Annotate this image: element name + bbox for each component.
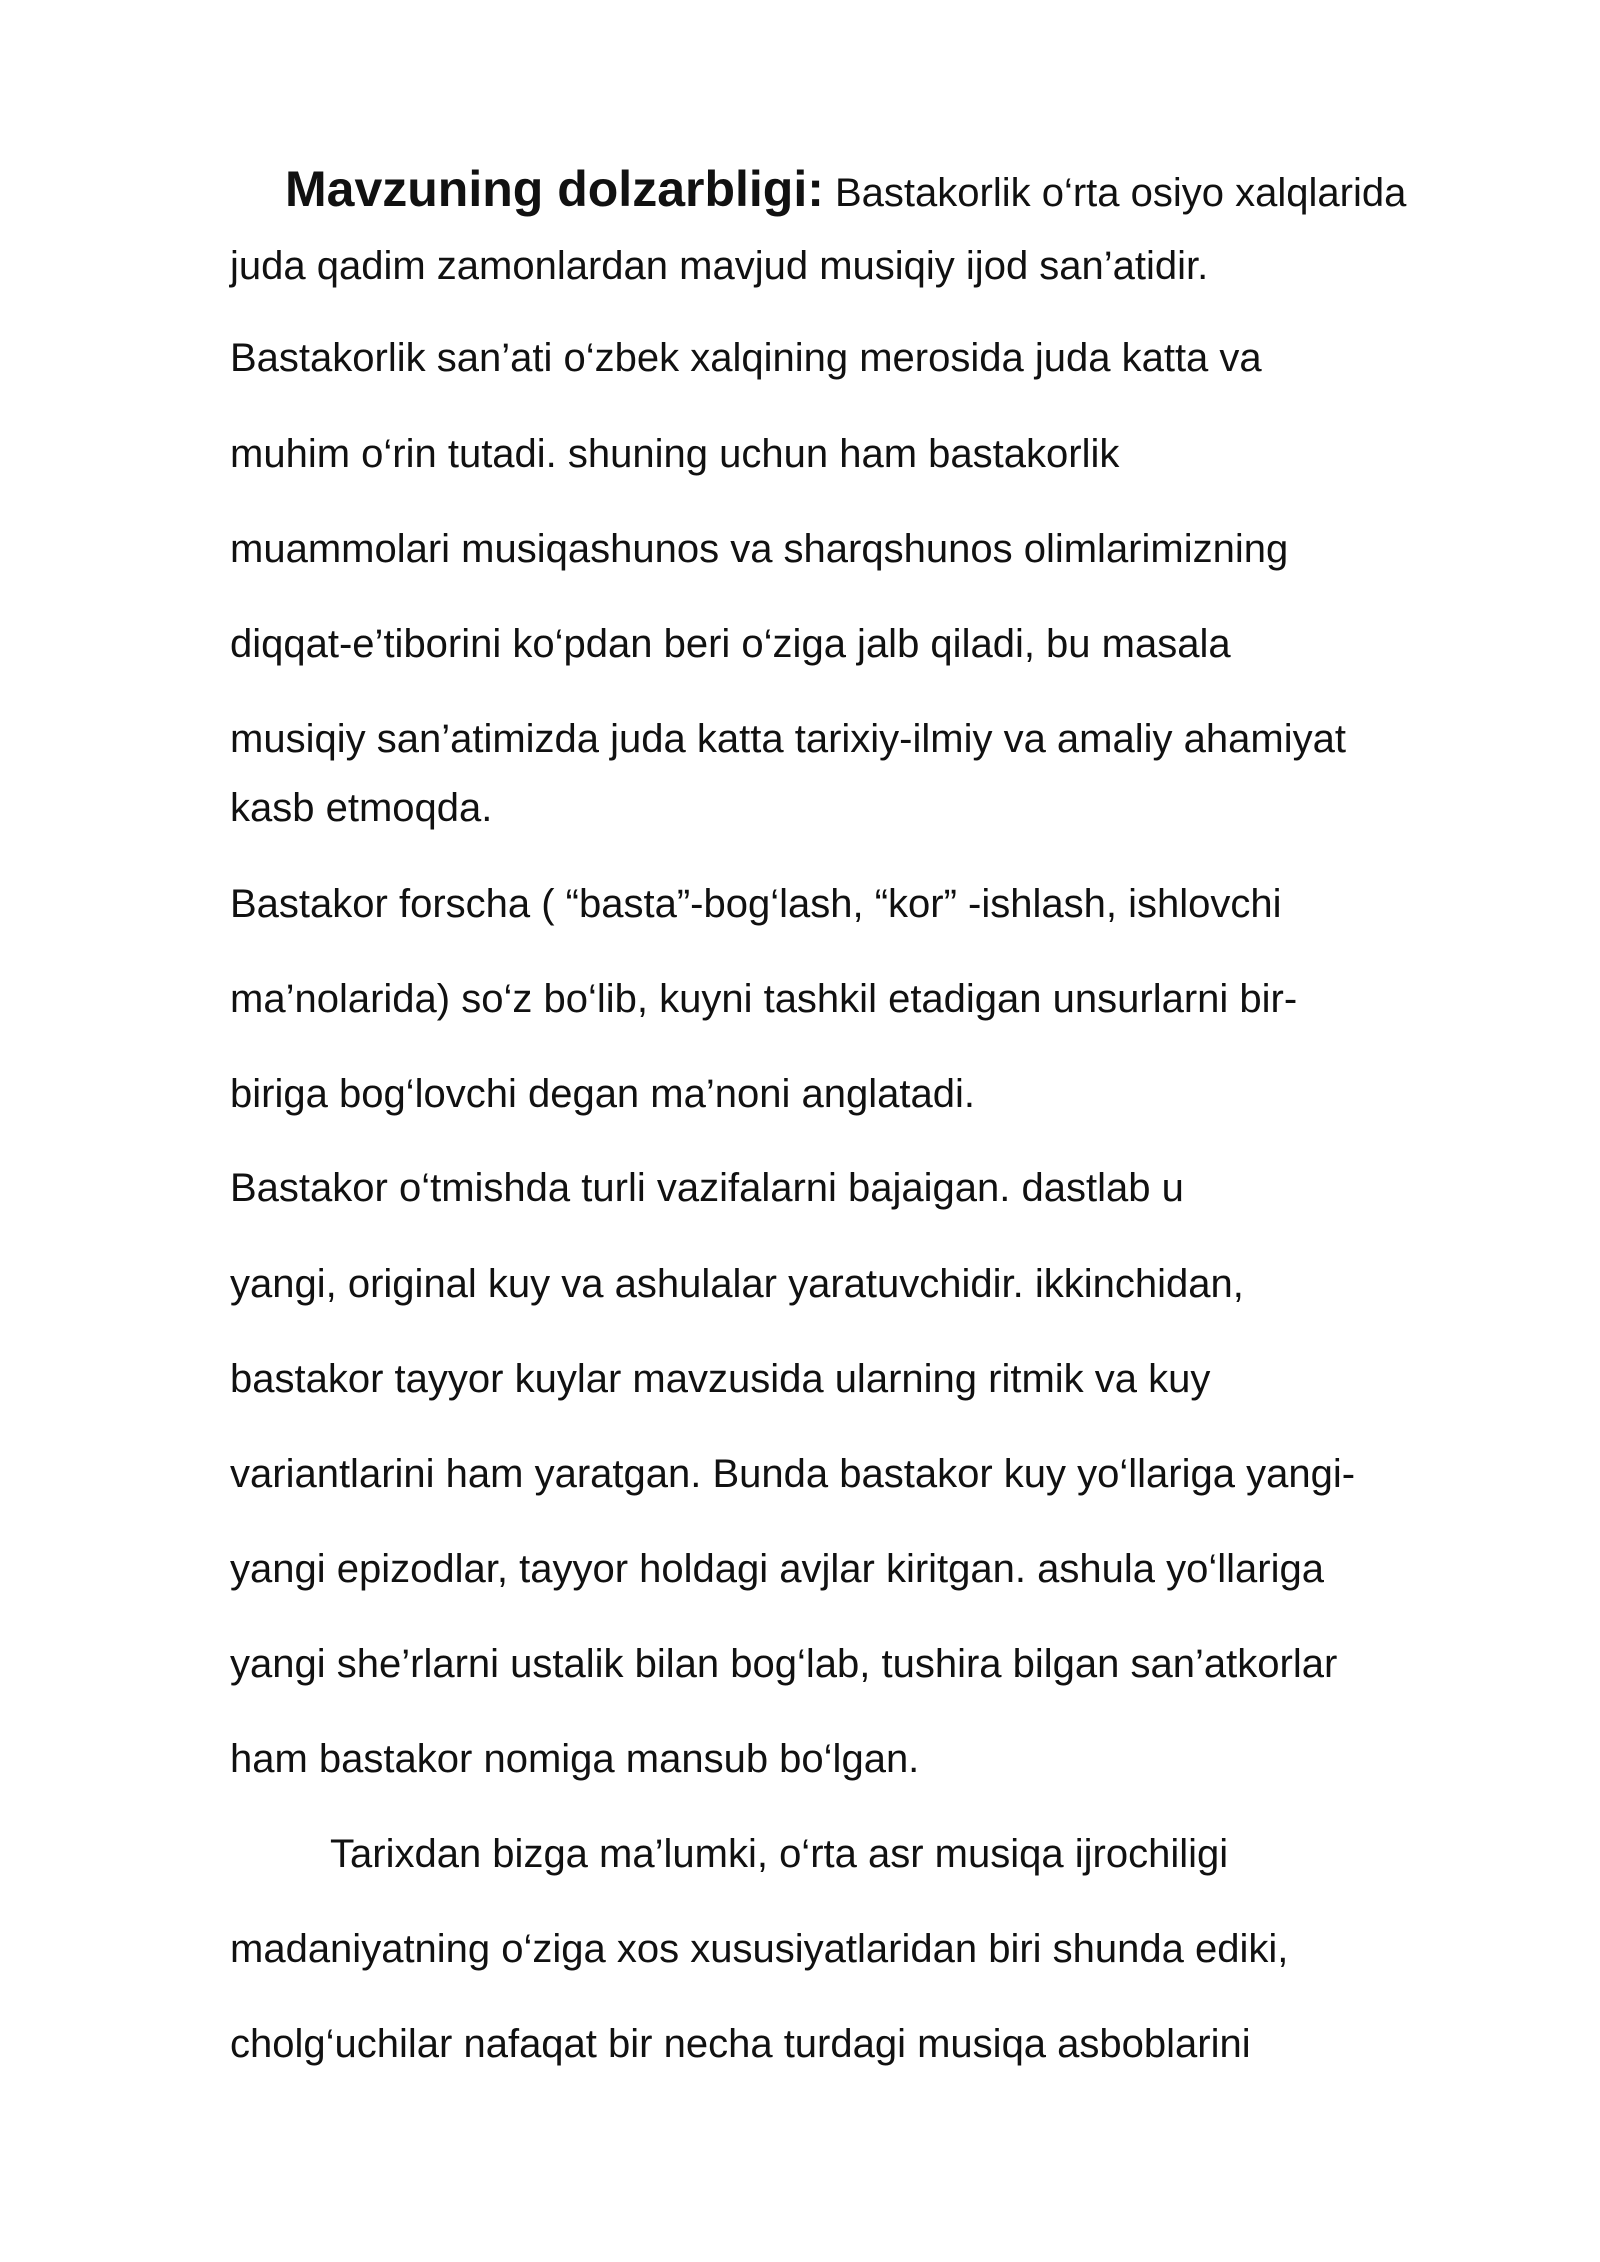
- body-text-line: madaniyatning o‘ziga xos xususiyatlaridan biri shunda ediki,: [230, 1927, 1289, 1971]
- body-text-line: yangi epizodlar, tayyor holdagi avjlar kiritgan. ashula yo‘llariga: [230, 1547, 1324, 1591]
- body-text-line: yangi she’rlarni ustalik bilan bog‘lab, tushira bilgan san’atkorlar: [230, 1642, 1338, 1686]
- body-text-line: diqqat-e’tiborini ko‘pdan beri o‘ziga jalb qiladi, bu masala: [230, 622, 1231, 666]
- heading-colon: :: [807, 161, 824, 217]
- body-text-line: Tarixdan bizga ma’lumki, o‘rta asr musiqa ijrochiligi: [330, 1832, 1229, 1876]
- body-text-line: Bastakorlik o‘rta osiyo xalqlarida: [823, 171, 1407, 215]
- heading-line: [285, 161, 1407, 217]
- body-text-line: juda qadim zamonlardan mavjud musiqiy ijod san’atidir.: [230, 244, 1209, 288]
- body-text-line: ma’nolarida) so‘z bo‘lib, kuyni tashkil etadigan unsurlarni bir-: [230, 977, 1298, 1021]
- body-text-line: muammolari musiqashunos va sharqshunos olimlarimizning: [230, 527, 1289, 571]
- body-text-line: cholg‘uchilar nafaqat bir necha turdagi musiqa asboblarini: [230, 2022, 1251, 2066]
- body-text-line: biriga bog‘lovchi degan ma’noni anglatadi.: [230, 1072, 975, 1116]
- body-text-line: kasb etmoqda.: [230, 786, 493, 830]
- body-text-line: musiqiy san’atimizda juda katta tarixiy-ilmiy va amaliy ahamiyat: [230, 717, 1346, 761]
- body-text-line: Bastakorlik san’ati o‘zbek xalqining merosida juda katta va: [230, 336, 1262, 380]
- body-text-line: variantlarini ham yaratgan. Bunda bastakor kuy yo‘llariga yangi-: [230, 1452, 1356, 1496]
- section-heading: Mavzuning dolzarbligi: [285, 161, 808, 217]
- body-text-line: Bastakor forscha ( “basta”-bog‘lash, “kor” -ishlash, ishlovchi: [230, 882, 1282, 926]
- body-text-line: bastakor tayyor kuylar mavzusida ularning ritmik va kuy: [230, 1357, 1211, 1401]
- body-text-line: muhim o‘rin tutadi. shuning uchun ham bastakorlik: [230, 432, 1120, 476]
- body-text-line: Bastakor o‘tmishda turli vazifalarni bajaigan. dastlab u: [230, 1166, 1184, 1210]
- body-text-line: yangi, original kuy va ashulalar yaratuvchidir. ikkinchidan,: [230, 1262, 1244, 1306]
- body-text-line: ham bastakor nomiga mansub bo‘lgan.: [230, 1737, 920, 1781]
